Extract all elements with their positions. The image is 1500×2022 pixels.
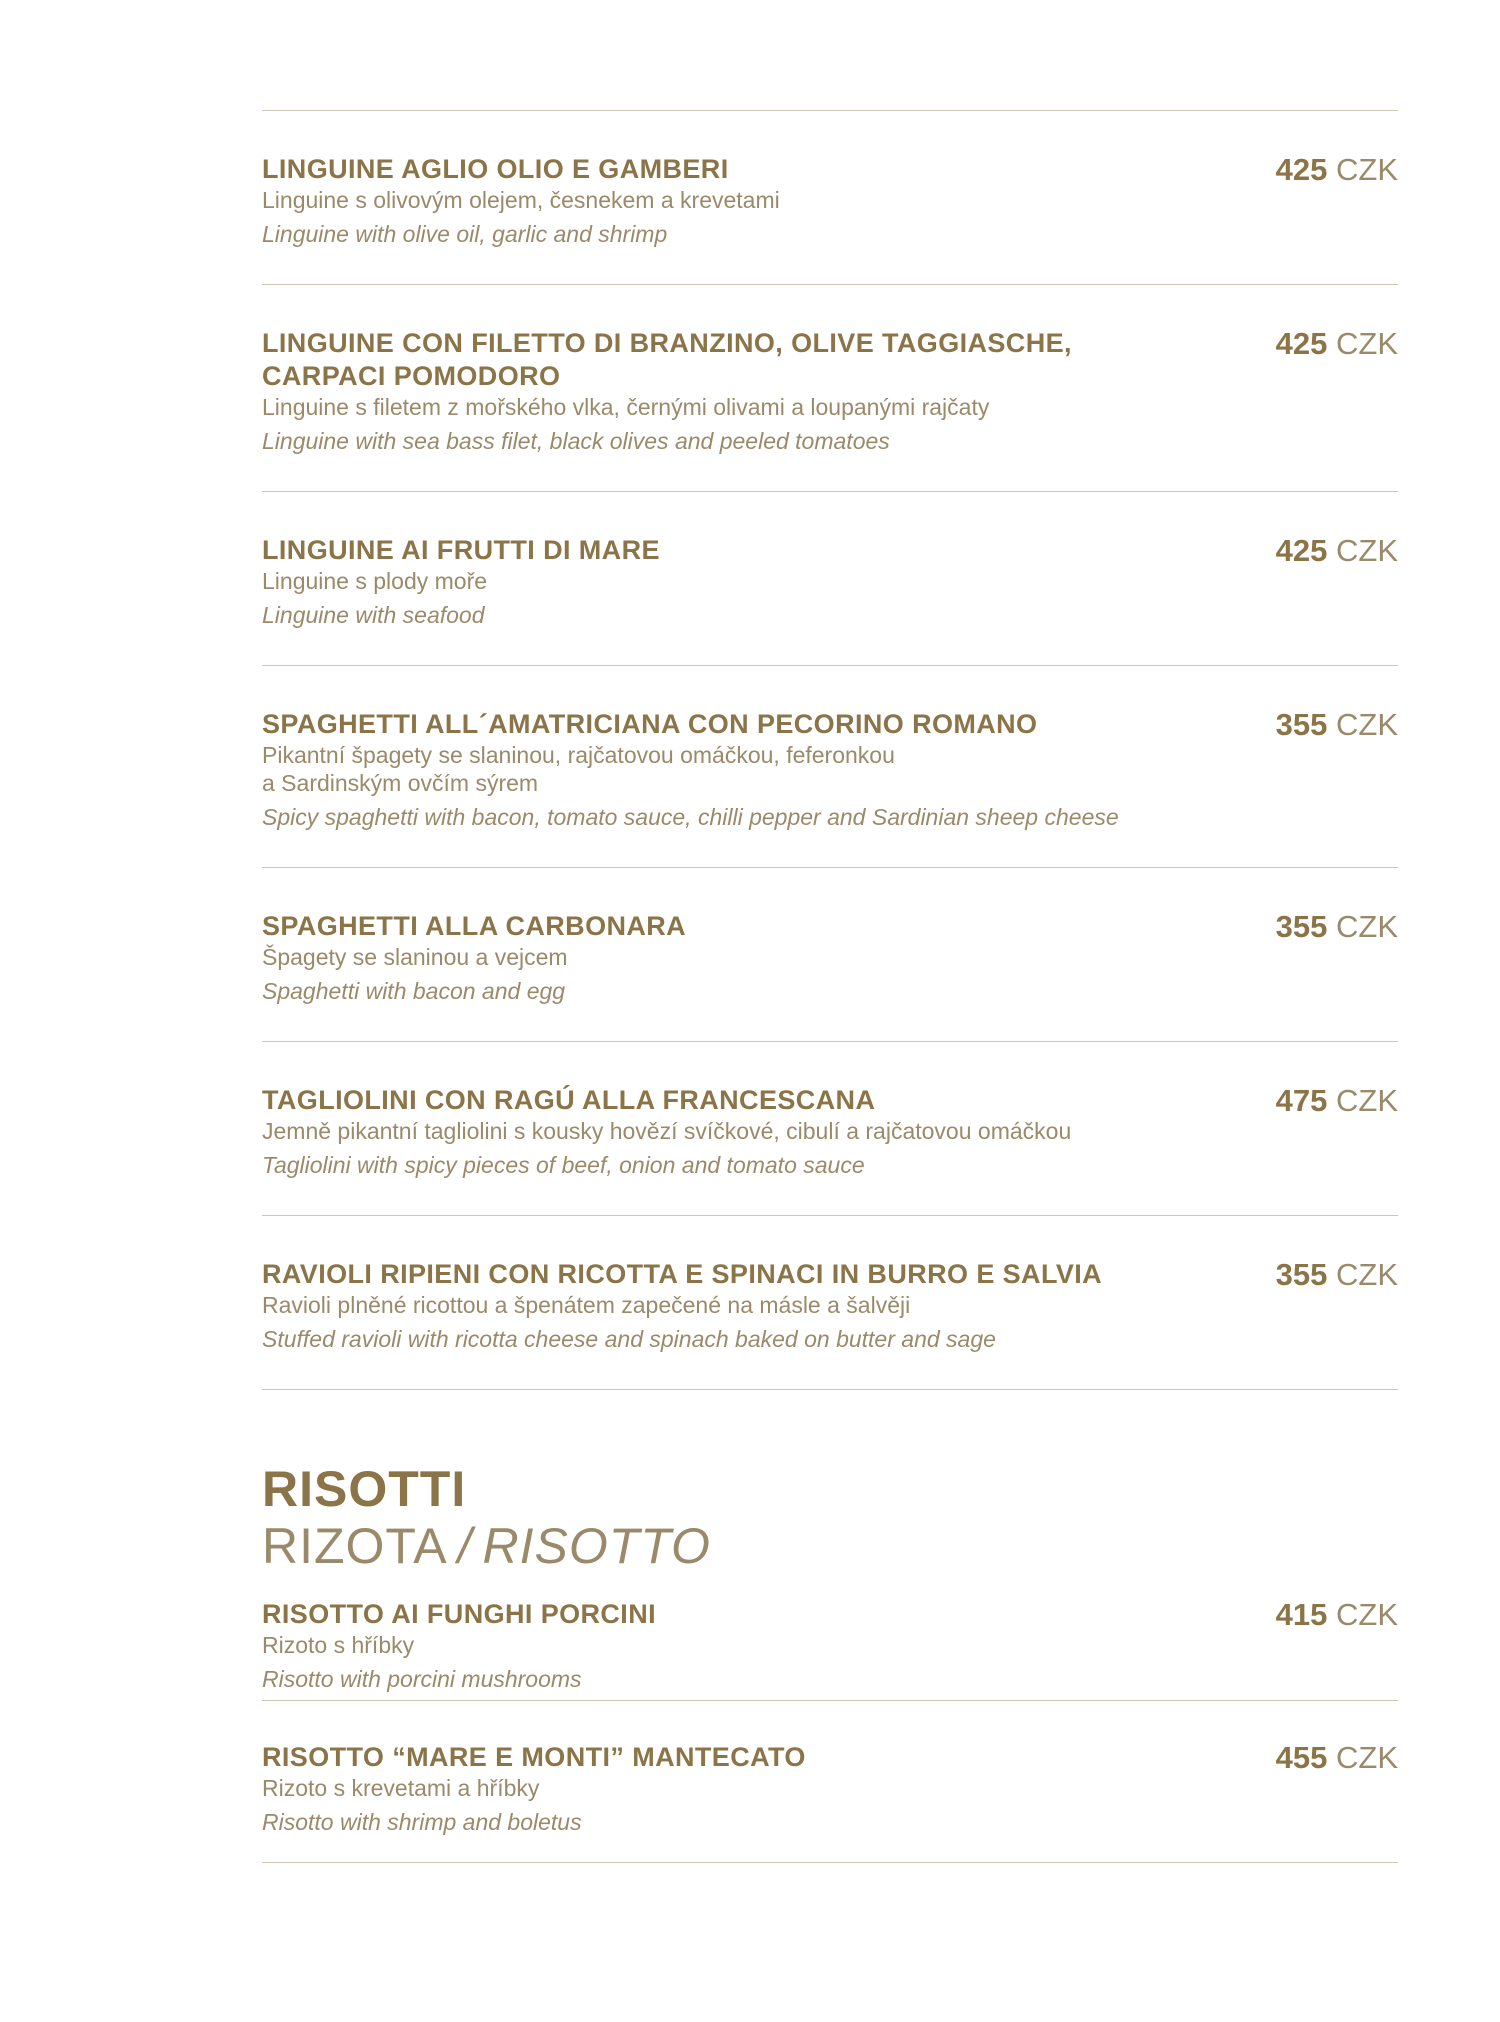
- section-subtitle-slash: /: [457, 1518, 473, 1574]
- item-price: [1276, 705, 1398, 745]
- item-description-cz: Ravioli plněné ricottou a špenátem zapečené na másle a šalvěji: [262, 1292, 911, 1318]
- item-name: SPAGHETTI ALLA CARBONARA: [262, 911, 687, 941]
- price-amount: 355: [1275, 1257, 1328, 1292]
- item-description-cz-line2: a Sardinským ovčím sýrem: [262, 770, 539, 796]
- price-amount: 415: [1275, 1597, 1328, 1632]
- price-amount: 425: [1275, 326, 1328, 361]
- item-name: RAVIOLI RIPIENI CON RICOTTA E SPINACI IN BURRO E SALVIA: [262, 1259, 1103, 1289]
- price-amount: 425: [1275, 533, 1328, 568]
- menu-item: [262, 111, 1398, 284]
- item-price: [1276, 531, 1398, 571]
- item-price: [1276, 150, 1398, 190]
- item-description-cz: Linguine s filetem z mořského vlka, černými olivami a loupanými rajčaty: [262, 394, 990, 420]
- item-name: TAGLIOLINI CON RAGÚ ALLA FRANCESCANA: [262, 1085, 876, 1115]
- section-title: RISOTTI: [262, 1461, 467, 1517]
- menu-item: [262, 285, 1398, 491]
- item-description-cz: Jemně pikantní tagliolini s kousky hovězí svíčkové, cibulí a rajčatovou omáčkou: [262, 1118, 1072, 1144]
- menu-item: [262, 1216, 1398, 1389]
- price-amount: 475: [1275, 1083, 1328, 1118]
- item-description-en: Risotto with porcini mushrooms: [262, 1666, 582, 1692]
- price-currency: CZK: [1336, 1597, 1398, 1632]
- item-description-en: Risotto with shrimp and boletus: [262, 1809, 582, 1835]
- section-subtitle-en: RISOTTO: [482, 1518, 711, 1574]
- item-description-cz: Pikantní špagety se slaninou, rajčatovou omáčkou, feferonkou: [262, 742, 895, 768]
- item-price: [1276, 1255, 1398, 1295]
- item-description-cz: Rizoto s hříbky: [262, 1632, 415, 1658]
- item-name-line2: CARPACI POMODORO: [262, 361, 561, 391]
- item-description-en: Tagliolini with spicy pieces of beef, onion and tomato sauce: [262, 1152, 865, 1178]
- menu-item: [262, 1701, 1398, 1862]
- item-price: [1276, 1081, 1398, 1121]
- item-description-cz: Rizoto s krevetami a hříbky: [262, 1775, 540, 1801]
- item-name: LINGUINE CON FILETTO DI BRANZINO, OLIVE TAGGIASCHE,: [262, 328, 1072, 358]
- item-description-en: Stuffed ravioli with ricotta cheese and spinach baked on butter and sage: [262, 1326, 996, 1352]
- item-name: RISOTTO “MARE E MONTI” MANTECATO: [262, 1742, 806, 1772]
- item-price: [1276, 324, 1398, 364]
- item-name: SPAGHETTI ALL´AMATRICIANA CON PECORINO ROMANO: [262, 709, 1038, 739]
- item-name: RISOTTO AI FUNGHI PORCINI: [262, 1599, 657, 1629]
- price-currency: CZK: [1336, 152, 1398, 187]
- menu-item: [262, 666, 1398, 867]
- menu-item: [262, 868, 1398, 1041]
- item-name: LINGUINE AGLIO OLIO E GAMBERI: [262, 154, 729, 184]
- price-currency: CZK: [1336, 1083, 1398, 1118]
- section-heading-risotti: [262, 1390, 1398, 1574]
- item-description-en: Linguine with olive oil, garlic and shrimp: [262, 221, 668, 247]
- menu-item: [262, 1042, 1398, 1215]
- item-price: [1276, 1738, 1398, 1778]
- price-amount: 355: [1275, 707, 1328, 742]
- price-amount: 425: [1275, 152, 1328, 187]
- price-currency: CZK: [1336, 326, 1398, 361]
- price-currency: CZK: [1336, 909, 1398, 944]
- item-description-en: Spaghetti with bacon and egg: [262, 978, 566, 1004]
- item-description-en: Linguine with sea bass filet, black olives and peeled tomatoes: [262, 428, 890, 454]
- menu-page: [262, 110, 1398, 1863]
- divider: [262, 1862, 1398, 1863]
- price-amount: 355: [1275, 909, 1328, 944]
- item-description-en: Linguine with seafood: [262, 602, 485, 628]
- price-amount: 455: [1275, 1740, 1328, 1775]
- section-subtitle-cz: RIZOTA: [262, 1518, 448, 1574]
- item-description-en: Spicy spaghetti with bacon, tomato sauce, chilli pepper and Sardinian sheep cheese: [262, 804, 1119, 830]
- price-currency: CZK: [1336, 707, 1398, 742]
- item-price: [1276, 907, 1398, 947]
- price-currency: CZK: [1336, 533, 1398, 568]
- menu-item: [262, 1550, 1398, 1700]
- item-description-cz: Linguine s plody moře: [262, 568, 488, 594]
- price-currency: CZK: [1336, 1257, 1398, 1292]
- item-name: LINGUINE AI FRUTTI DI MARE: [262, 535, 660, 565]
- item-description-cz: Špagety se slaninou a vejcem: [262, 944, 568, 970]
- price-currency: CZK: [1336, 1740, 1398, 1775]
- menu-item: [262, 492, 1398, 665]
- item-description-cz: Linguine s olivovým olejem, česnekem a krevetami: [262, 187, 780, 213]
- item-price: [1276, 1595, 1398, 1635]
